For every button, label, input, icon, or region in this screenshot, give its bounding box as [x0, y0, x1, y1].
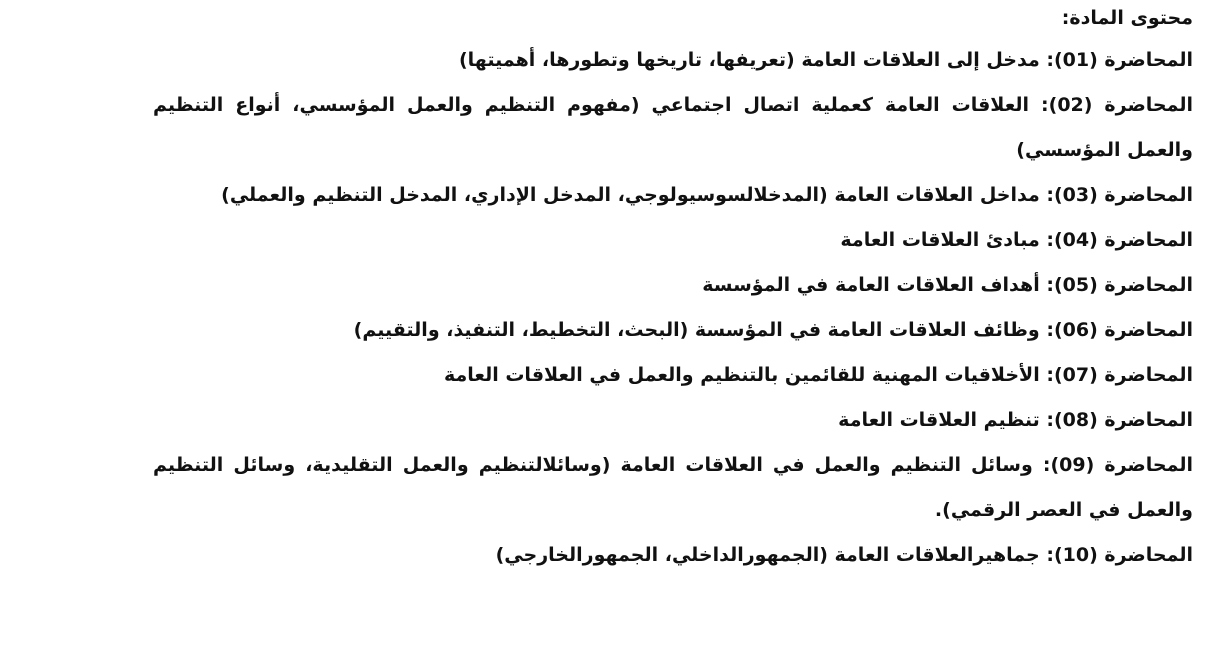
lecture-label: المحاضرة (07): — [1046, 364, 1193, 386]
lecture-item — [153, 218, 1193, 263]
lecture-item — [153, 443, 1193, 533]
course-content-heading: محتوى المادة: — [1061, 7, 1193, 29]
lecture-title: مداخل العلاقات العامة (المدخلالسوسيولوجي، المدخل الإداري، المدخل التنظيم والعملي) — [221, 184, 1040, 206]
lecture-item — [153, 173, 1193, 218]
lecture-label: المحاضرة (06): — [1046, 319, 1193, 341]
lecture-item — [153, 308, 1193, 353]
lecture-label: المحاضرة (03): — [1046, 184, 1193, 206]
lecture-title: جماهيرالعلاقات العامة (الجمهورالداخلي، الجمهورالخارجي) — [495, 544, 1040, 566]
lecture-label: المحاضرة (10): — [1046, 544, 1193, 566]
lecture-label: المحاضرة (09): — [1042, 454, 1193, 476]
lecture-label: المحاضرة (08): — [1046, 409, 1193, 431]
lecture-label: المحاضرة (05): — [1046, 274, 1193, 296]
lecture-label: المحاضرة (04): — [1046, 229, 1193, 251]
lecture-label: المحاضرة (01): — [1046, 49, 1193, 71]
lecture-title: وسائل التنظيم والعمل في العلاقات العامة (وسائلالتنظيم والعمل التقليدية، وسائل التنظيم والعمل في العصر الرقمي). — [153, 454, 1193, 521]
lecture-title: وظائف العلاقات العامة في المؤسسة (البحث، التخطيط، التنفيذ، والتقييم) — [353, 319, 1040, 341]
lecture-item — [153, 263, 1193, 308]
lecture-title: مدخل إلى العلاقات العامة (تعريفها، تاريخها وتطورها، أهميتها) — [458, 49, 1040, 71]
lecture-title: أهداف العلاقات العامة في المؤسسة — [702, 274, 1040, 296]
lecture-title: تنظيم العلاقات العامة — [838, 409, 1040, 431]
lecture-item — [153, 533, 1193, 578]
lecture-item — [153, 353, 1193, 398]
lecture-label: المحاضرة (02): — [1041, 94, 1194, 116]
lecture-item — [153, 38, 1193, 83]
lecture-title: العلاقات العامة كعملية اتصال اجتماعي (مفهوم التنظيم والعمل المؤسسي، أنواع التنظيم والعمل المؤسسي) — [153, 94, 1193, 161]
lecture-item — [153, 83, 1193, 173]
lecture-item — [153, 398, 1193, 443]
lecture-title: مبادئ العلاقات العامة — [840, 229, 1040, 251]
lecture-title: الأخلاقيات المهنية للقائمين بالتنظيم والعمل في العلاقات العامة — [443, 364, 1040, 386]
